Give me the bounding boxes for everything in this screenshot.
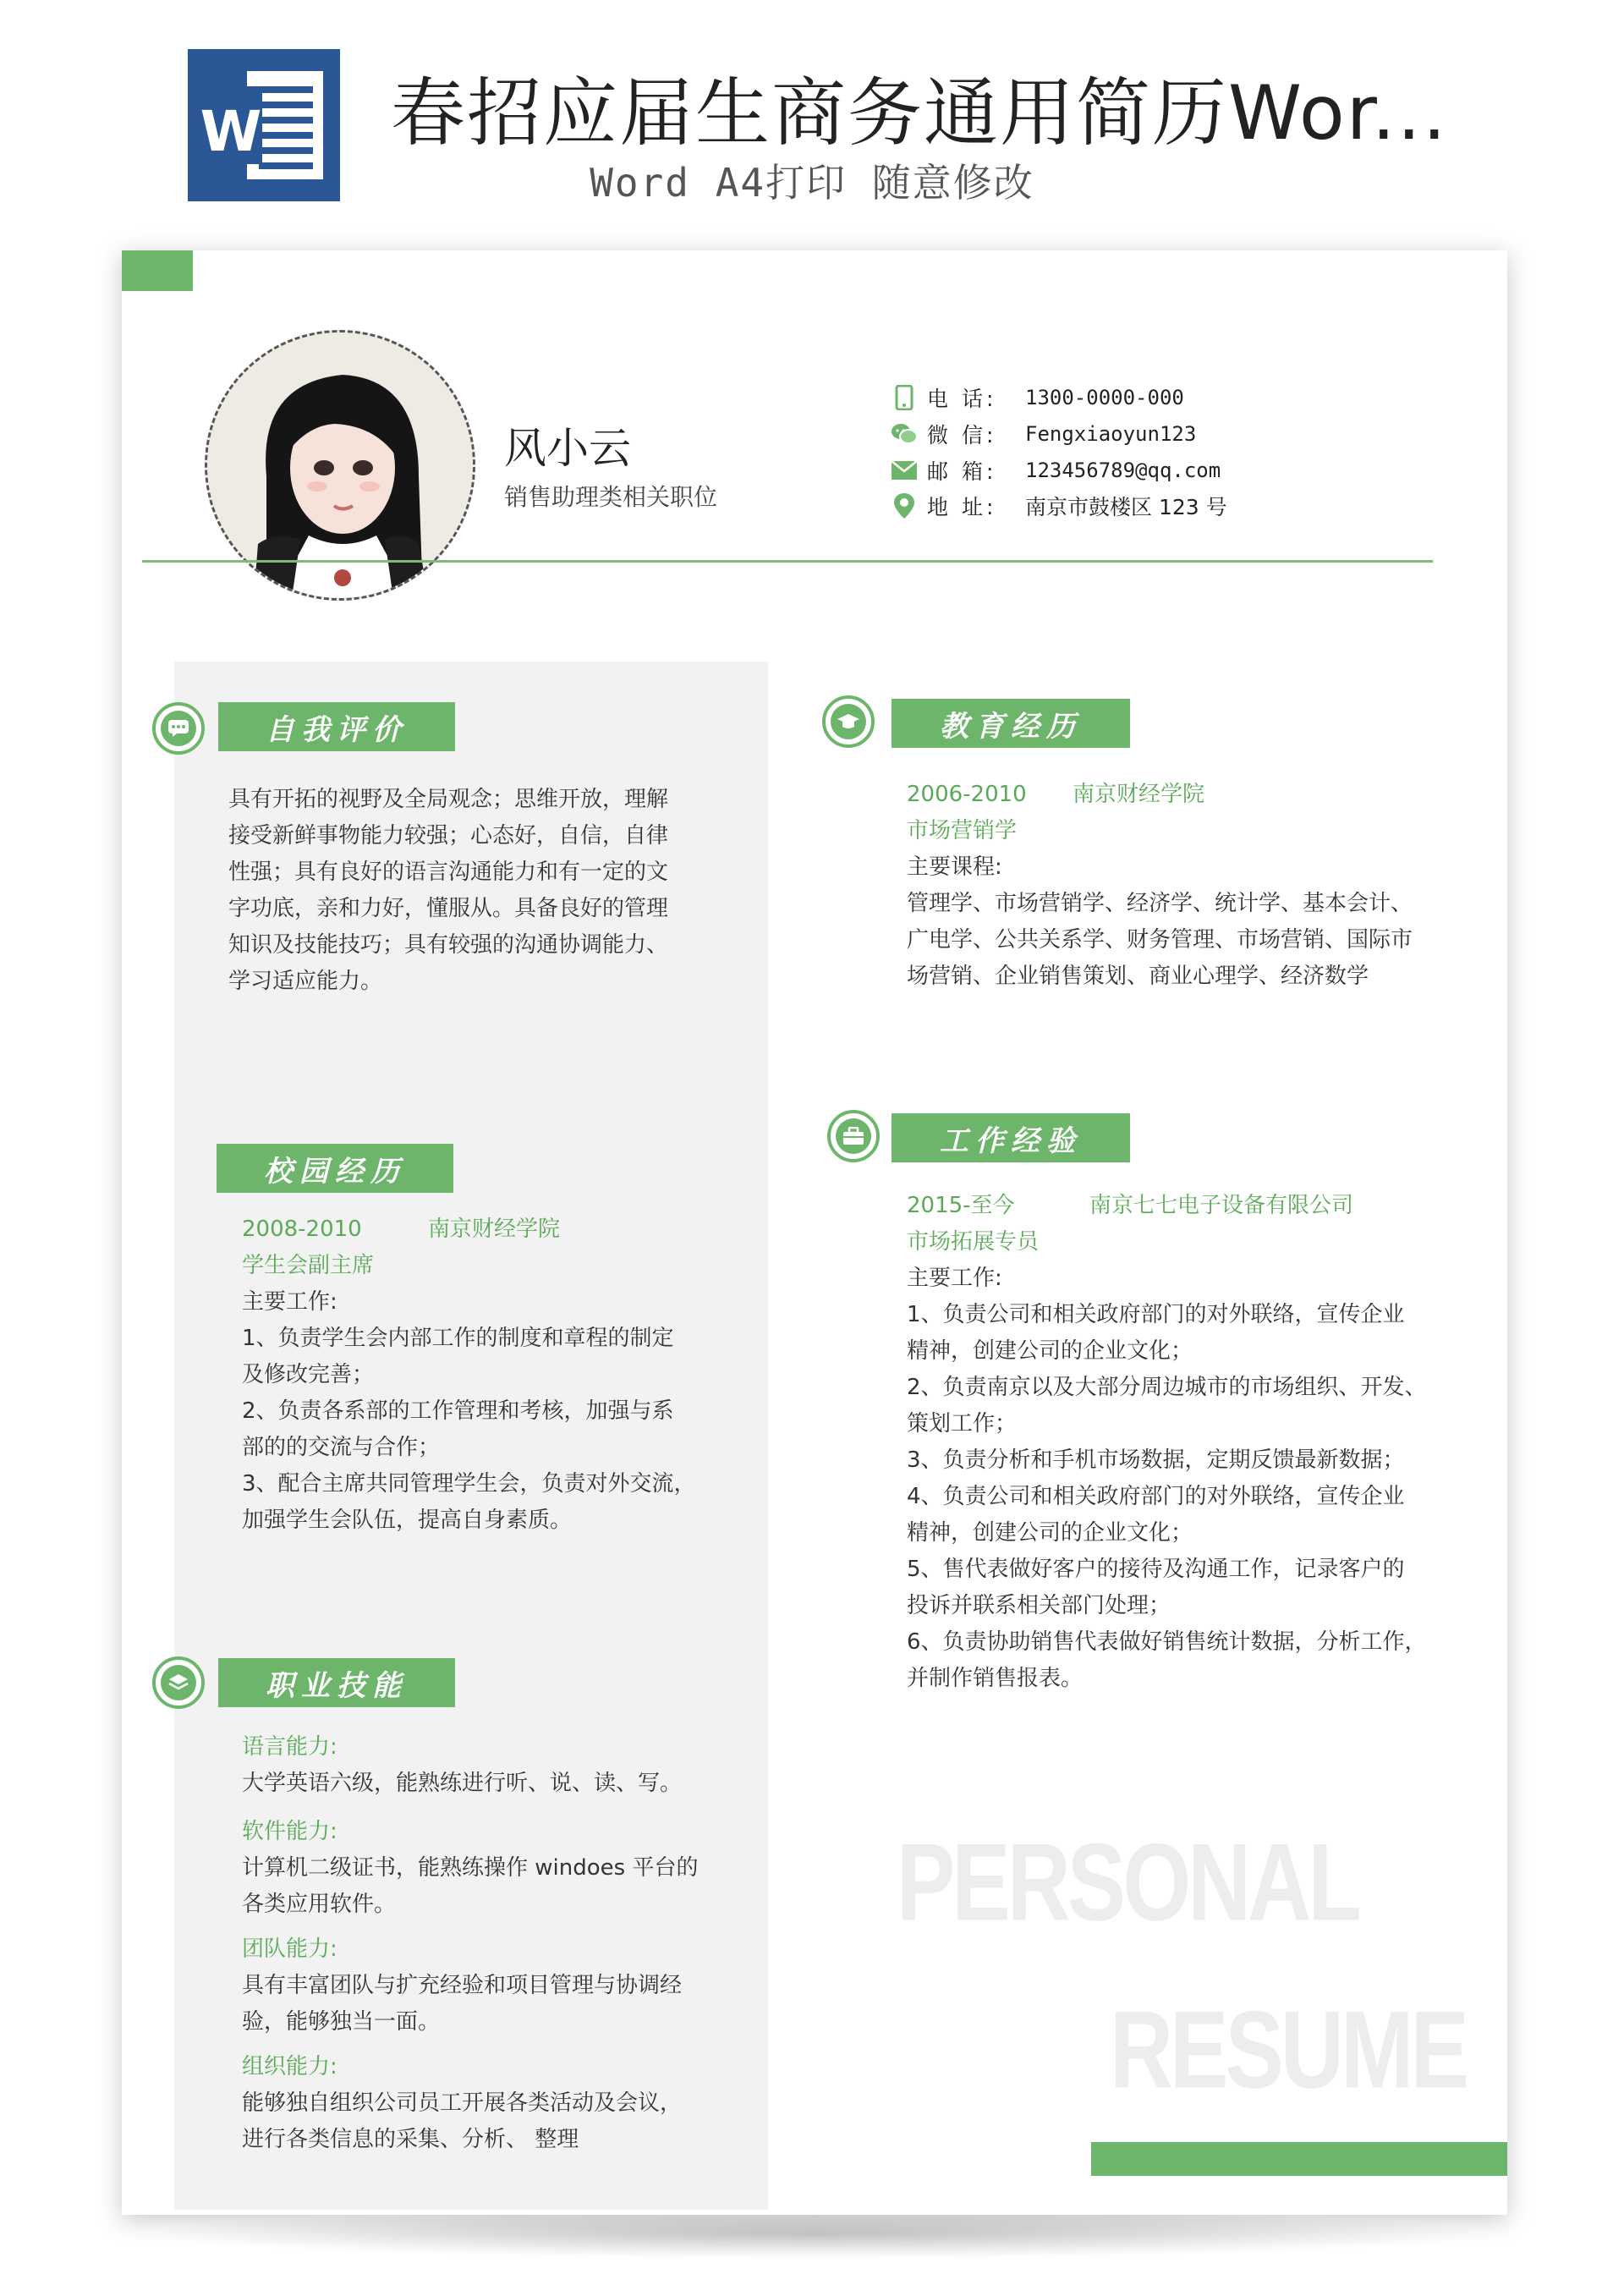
- campus-date: 2008-2010: [242, 1217, 362, 1242]
- self-eval-icon: [152, 702, 205, 755]
- skill-label-language: 语言能力:: [242, 1734, 337, 1760]
- section-title-campus: 校园经历: [217, 1144, 453, 1193]
- paper-shadow: [144, 2208, 1489, 2259]
- work-date: 2015-至今: [907, 1193, 1015, 1218]
- campus-role: 学生会副主席: [242, 1253, 375, 1278]
- work-icon: [827, 1110, 880, 1162]
- section-title-skills: 职业技能: [218, 1658, 455, 1707]
- education-icon: [822, 695, 875, 748]
- work-label: 主要工作:: [907, 1266, 1002, 1291]
- work-content: 2015-至今 南京七七电子设备有限公司 市场拓展专员 主要工作: 1、负责公司和相关政府部门的对外联络，宣传企业 精神，创建公司的企业文化； 2、负责南京以及大部分周边城市的市场组织、开发、 策划工作； 3、负责分析和手机市场数据，定期反馈最新数据； 4、负责公司和相关政府部门的对外联络，宣传企业 精神，创建公司的企业文化； 5、售代表做好客户的接待及沟通工作，记录客户的 投诉并联系相关部门处理； 6、负责协助销售代表做好销售统计数据，分析工作， 并制作销售报表。: [907, 1188, 1448, 1697]
- education-date: 2006-2010: [907, 782, 1027, 807]
- location-icon: [890, 492, 919, 520]
- campus-content: 2008-2010 南京财经学院 学生会副主席 主要工作: 1、负责学生会内部工作的制度和章程的制定 及修改完善； 2、负责各系部的工作管理和考核，加强与系 部的的交流与合作； 3、配合主席共同管理学生会，负责对外交流， 加强学生会队伍，提高自身素质。: [242, 1211, 741, 1539]
- campus-school: 南京财经学院: [428, 1217, 561, 1242]
- wechat-icon: [890, 420, 919, 448]
- work-position: 市场拓展专员: [907, 1229, 1040, 1255]
- profile-job: 销售助理类相关职位: [504, 483, 718, 511]
- contact-wechat: 微 信: Fengxiaoyun123: [890, 417, 1397, 451]
- header-divider: [142, 560, 1433, 563]
- document-title: 春招应届生商务通用简历Wor...: [391, 69, 1448, 157]
- mail-icon: [890, 456, 919, 485]
- skills-icon: [152, 1656, 205, 1709]
- skill-label-team: 团队能力:: [242, 1936, 337, 1962]
- education-content: 2006-2010 南京财经学院 市场营销学 主要课程: 管理学、市场营销学、经济学、统计学、基本会计、 广电学、公共关系学、财务管理、市场营销、国际市 场营销、企业销售策划、商业心理学、经济数学: [907, 777, 1448, 995]
- skill-label-organization: 组织能力:: [242, 2054, 337, 2079]
- education-school: 南京财经学院: [1073, 782, 1205, 807]
- education-course-label: 主要课程:: [907, 854, 1002, 880]
- skills-content: 语言能力: 大学英语六级，能熟练进行听、说、读、写。 软件能力: 计算机二级证书，能熟练操作 windoes 平台的 各类应用软件。 团队能力: 具有丰富团队与扩充经验和项目管理与协调经 验，能够独当一面。 组织能力: 能够独自组织公司员工开展各类活动及会议， 进行各类信息的采集、分析、 整理: [242, 1729, 749, 2158]
- contact-address: 地 址: 南京市鼓楼区 123 号: [890, 489, 1397, 523]
- logo-letter: W: [200, 99, 262, 164]
- corner-accent-top: [122, 250, 193, 291]
- contact-phone: 电 话: 1300-0000-000: [890, 381, 1397, 415]
- watermark-resume: RESUME: [1110, 1989, 1466, 2112]
- section-title-work: 工作经验: [892, 1113, 1130, 1162]
- section-title-self-eval: 自我评价: [218, 702, 455, 751]
- corner-accent-bottom: [1091, 2142, 1507, 2176]
- document-subtitle: Word A4打印 随意修改: [590, 160, 1034, 206]
- profile-name: 风小云: [504, 424, 631, 473]
- watermark-personal: PERSONAL: [897, 1821, 1358, 1945]
- skill-label-software: 软件能力:: [242, 1819, 337, 1844]
- work-company: 南京七七电子设备有限公司: [1089, 1193, 1354, 1218]
- campus-work-label: 主要工作:: [242, 1289, 337, 1315]
- section-title-education: 教育经历: [892, 699, 1130, 748]
- education-major: 市场营销学: [907, 818, 1018, 843]
- self-eval-text: 具有开拓的视野及全局观念；思维开放，理解 接受新鲜事物能力较强；心态好，自信，自律 性强；具有良好的语言沟通能力和有一定的文 字功底，亲和力好，懂服从。具备良好的管理 知识及技能技巧；具有较强的沟通协调能力、 学习适应能力。: [228, 787, 669, 994]
- phone-icon: [890, 383, 919, 412]
- contact-email: 邮 箱: 123456789@qq.com: [890, 453, 1397, 487]
